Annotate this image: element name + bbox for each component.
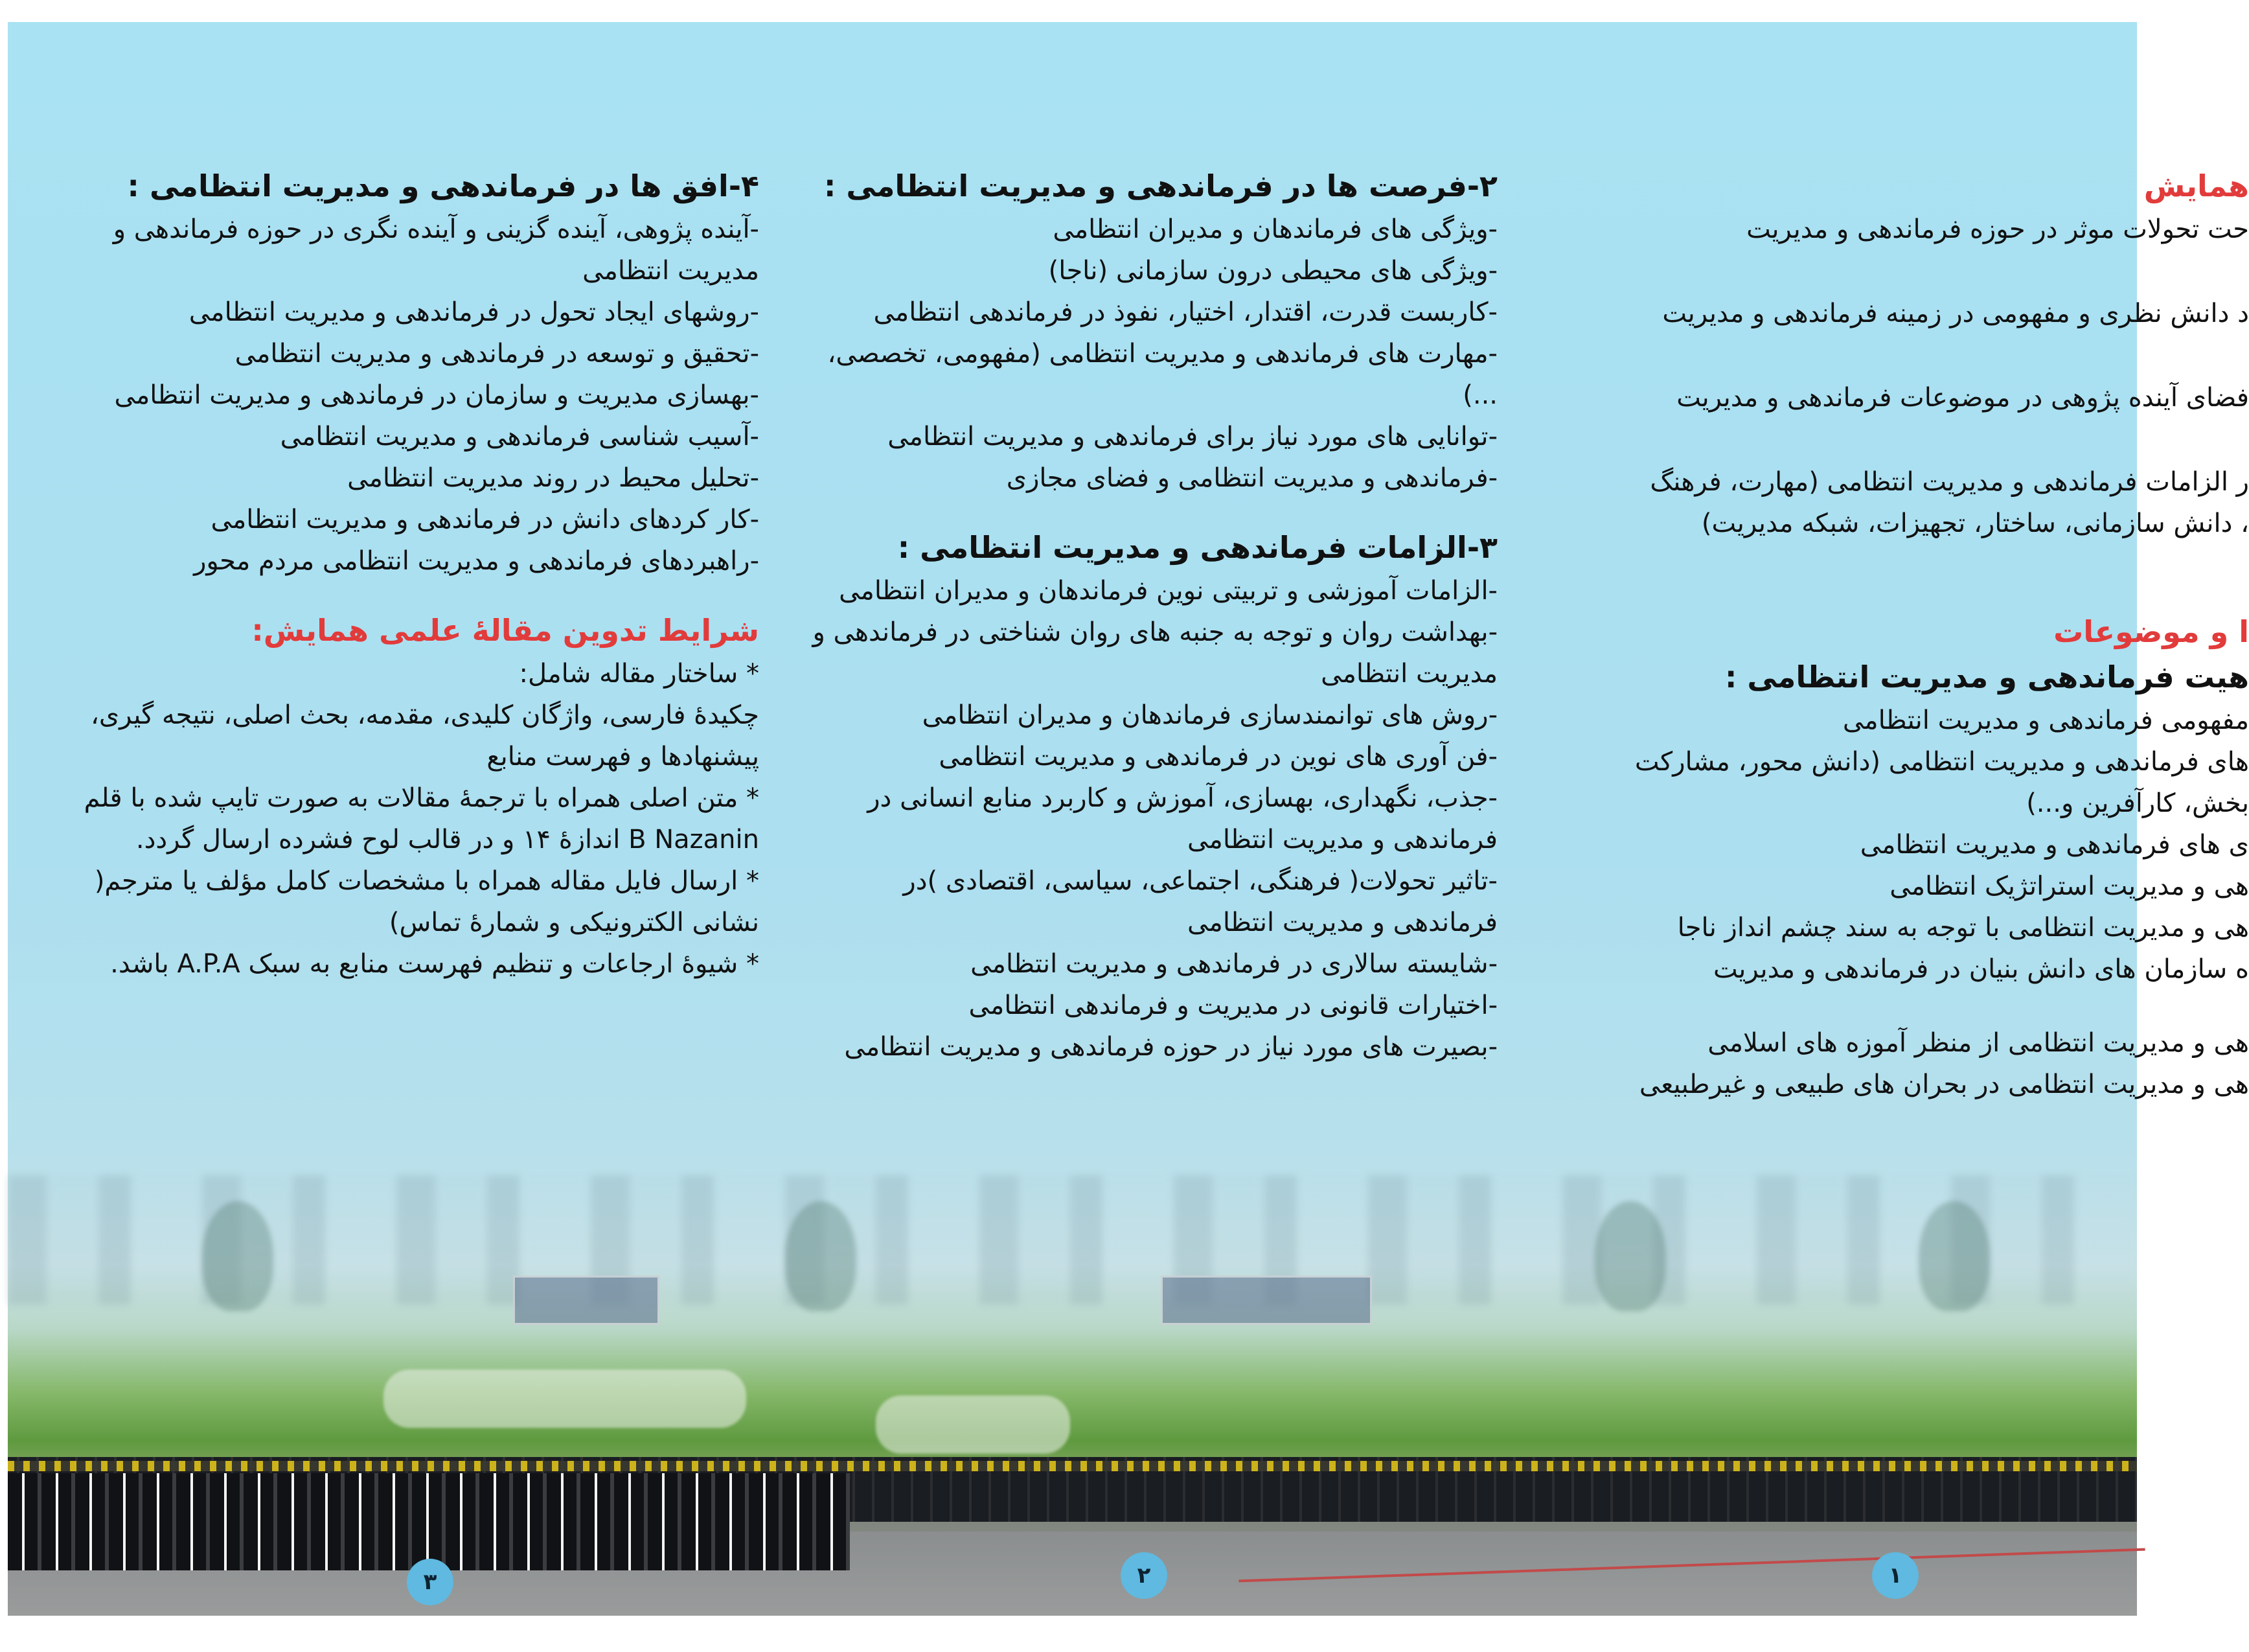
list-item: -روشهای ایجاد تحول در فرماندهی و مدیریت انتظامی (188, 297, 759, 327)
list-item: -بهسازی مدیریت و سازمان در فرماندهی و مدیریت انتظامی (114, 380, 759, 410)
panel-horizons (60, 163, 759, 985)
list-item: -توانایی های مورد نیاز برای فرماندهی و مدیریت انتظامی (887, 422, 1498, 452)
list-item: * ساختار مقاله شامل: (519, 659, 759, 689)
list-item: -آینده پژوهی، آینده گزینی و آینده نگری در حوزه فرماندهی و مدیریت انتظامی (113, 214, 759, 286)
list-item: * ارسال فایل مقاله همراه با مشخصات کامل مؤلف یا مترجم( نشانی الکترونیکی و شمارهٔ تماس) (94, 866, 759, 937)
list-item: -آسیب شناسی فرماندهی و مدیریت انتظامی (280, 422, 759, 452)
list-item: -ویژگی های فرماندهان و مدیران انتظامی (1053, 214, 1498, 244)
list-item: -روش های توانمندسازی فرماندهان و مدیران انتظامی (922, 700, 1498, 730)
heading-horizons: ۴-افق ها در فرماندهی و مدیریت انتظامی : (127, 168, 759, 203)
list-item: د دانش نظری و مفهومی در زمینه فرماندهی و مدیریت (1662, 299, 2249, 328)
list-item: -تاثیر تحولات( فرهنگی، اجتماعی، سیاسی، اقتصادی )در فرماندهی و مدیریت انتظامی (903, 866, 1498, 937)
list-item: -کار کردهای دانش در فرماندهی و مدیریت انتظامی (211, 505, 759, 534)
list-item: ر الزامات فرماندهی و مدیریت انتظامی (مهارت، فرهنگ (1650, 467, 2249, 497)
list-item: هی و مدیریت استراتژیک انتظامی (1889, 871, 2249, 901)
list-item: -مهارت های فرماندهی و مدیریت انتظامی (مفهومی، تخصصی، ...) (827, 339, 1498, 410)
list-item: فضای آینده پژوهی در موضوعات فرماندهی و مدیریت (1676, 383, 2249, 413)
list-item: -بهداشت روان و توجه به جنبه های روان شناختی در فرماندهی و مدیریت انتظامی (812, 617, 1498, 689)
list-item: -راهبردهای فرماندهی و مدیریت انتظامی مردم محور (194, 546, 759, 576)
page-number-badge: ۲ (1121, 1552, 1167, 1599)
list-item: -ویژگی های محیطی درون سازمانی (ناجا) (1048, 256, 1498, 286)
list-item: های فرماندهی و مدیریت انتظامی (دانش محور، مشارکت (1634, 747, 2249, 777)
background-tree (1919, 1201, 1990, 1311)
list-item: بخش، کارآفرین و...) (2026, 788, 2249, 818)
heading-requirements: ۳-الزامات فرماندهی و مدیریت انتظامی : (897, 530, 1498, 565)
panel-goals-topics (1536, 163, 2249, 1105)
page-number-badge: ۱ (1872, 1552, 1919, 1599)
troop-formation-front (8, 1473, 850, 1570)
list-item: ه سازمان های دانش بنیان در فرماندهی و مدیریت (1713, 954, 2249, 984)
background-buildings (8, 1175, 2137, 1305)
panel-opportunities (798, 163, 1498, 1068)
list-item: حت تحولات موثر در حوزه فرماندهی و مدیریت (1746, 214, 2249, 244)
heading-topics: ا و موضوعات (2053, 614, 2249, 649)
heading-conference-goals: همایش (2143, 168, 2249, 203)
list-item: -فن آوری های نوین در فرماندهی و مدیریت انتظامی (939, 742, 1498, 772)
heading-nature: هیت فرماندهی و مدیریت انتظامی : (1724, 660, 2249, 694)
list-item: -جذب، نگهداری، بهسازی، آموزش و کاربرد منابع انسانی در فرماندهی و مدیریت انتظامی (867, 783, 1498, 855)
list-item: هی و مدیریت انتظامی در بحران های طبیعی و غیرطبیعی (1639, 1070, 2249, 1099)
heading-article-conditions: شرایط تدوین مقالهٔ علمی همایش: (251, 613, 759, 648)
list-item: چکیدهٔ فارسی، واژگان کلیدی، مقدمه، بحث اصلی، نتیجه گیری، پیشنهادها و فهرست منابع (90, 700, 759, 772)
list-item: -الزامات آموزشی و تربیتی نوین فرماندهان و مدیران انتظامی (839, 576, 1498, 606)
list-item: -کاربست قدرت، اقتدار، اختیار، نفوذ در فرماندهی انتظامی (873, 297, 1498, 327)
background-tree (202, 1201, 273, 1311)
list-item: -شایسته سالاری در فرماندهی و مدیریت انتظامی (970, 949, 1498, 979)
list-item: -فرماندهی و مدیریت انتظامی و فضای مجازی (1006, 463, 1498, 493)
heading-opportunities: ۲-فرصت ها در فرماندهی و مدیریت انتظامی : (824, 168, 1498, 203)
background-tree (1595, 1201, 1666, 1311)
grass-emblem (383, 1370, 746, 1428)
list-item: هی و مدیریت انتظامی از منظر آموزه های اسلامی (1707, 1028, 2249, 1058)
list-item: -تحقیق و توسعه در فرماندهی و مدیریت انتظامی (234, 339, 759, 369)
background-banner (1161, 1276, 1372, 1325)
list-item: ، دانش سازمانی، ساختار، تجهیزات، شبکه مدیریت) (1701, 509, 2249, 538)
background-tree (785, 1201, 856, 1311)
background-banner (513, 1276, 659, 1325)
list-item: -بصیرت های مورد نیاز در حوزه فرماندهی و مدیریت انتظامی (844, 1032, 1498, 1062)
page-number-badge: ۳ (407, 1559, 453, 1605)
list-item: * شیوهٔ ارجاعات و تنظیم فهرست منابع به سبک A.P.A باشد. (110, 949, 759, 979)
list-item: هی و مدیریت انتظامی با توجه به سند چشم انداز ناجا (1677, 913, 2249, 943)
list-item: -تحلیل محیط در روند مدیریت انتظامی (347, 463, 759, 493)
list-item: مفهومی فرماندهی و مدیریت انتظامی (1842, 706, 2249, 735)
grass-emblem (876, 1395, 1070, 1454)
brochure-sheet (8, 22, 2249, 1616)
list-item: * متن اصلی همراه با ترجمهٔ مقالات به صورت تایپ شده با قلم B Nazanin اندازهٔ ۱۴ و در قالب لوح فشرده ارسال گردد. (84, 783, 759, 855)
list-item: -اختیارات قانونی در مدیریت و فرماندهی انتظامی (968, 991, 1498, 1020)
list-item: ی های فرماندهی و مدیریت انتظامی (1860, 830, 2249, 860)
